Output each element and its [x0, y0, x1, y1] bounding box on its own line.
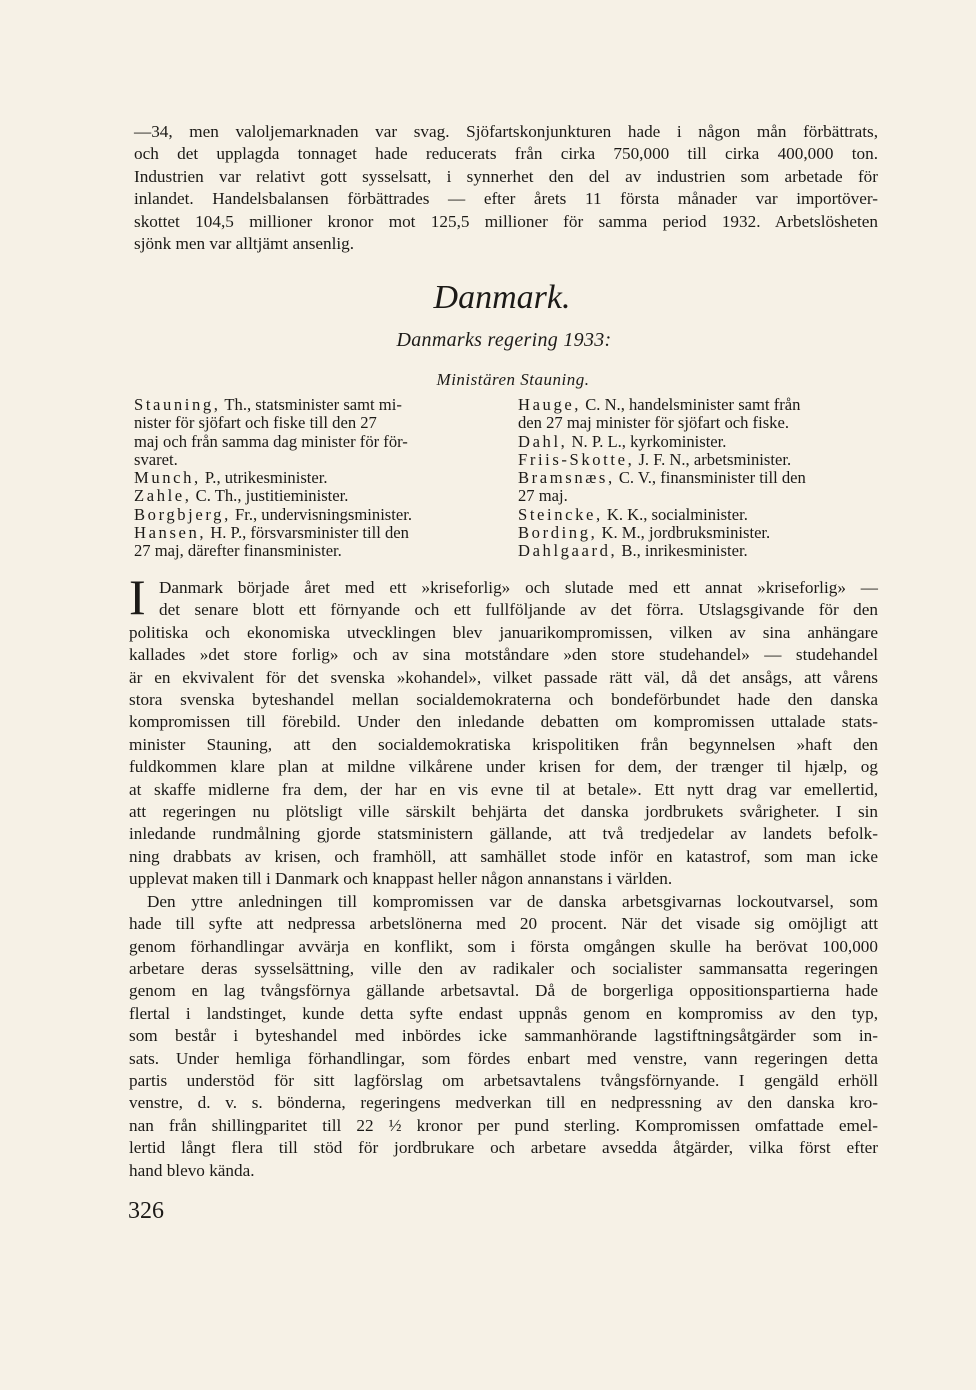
text-line: genom förhandlingar avvärja en konflikt, som i första omgången skulle ha berövat 100,000	[129, 936, 878, 956]
minister-entry	[518, 451, 878, 469]
minister-name: Dahlgaard,	[518, 541, 618, 561]
minister-name: Steincke,	[518, 504, 603, 524]
section-title: Danmark.	[433, 279, 571, 316]
minister-name: Borgbjerg,	[134, 504, 231, 524]
minister-entry	[518, 433, 878, 451]
minister-role: J. F. N., arbetsminister.	[634, 449, 792, 469]
minister-line	[134, 396, 477, 414]
minister-role: B., inrikesminister.	[617, 541, 748, 561]
minister-role: K. K., socialminister.	[602, 504, 748, 524]
minister-line	[134, 542, 477, 560]
text-line: det senare blott ett förnyande och ett fullföljande av det förra. Utslagsgivande för den	[159, 600, 878, 620]
text-line: ning drabbats av krisen, och framhöll, att samhället stode inför en katastrof, som man icke	[129, 846, 878, 866]
minister-line	[518, 414, 878, 432]
text-line: att regeringen nu plötsligt ville särskilt behjärta det danska jordbrukets svårigheter. I sin	[129, 802, 878, 822]
text-line: är en ekvivalent för det svenska »kohandel», vilket passade rätt väl, då det ansågs, att vårens	[129, 667, 878, 687]
minister-line	[134, 506, 477, 524]
minister-role: Fr., undervisningsminister.	[230, 504, 412, 524]
drop-cap: I	[129, 569, 146, 625]
minister-line	[518, 487, 878, 505]
text-line: Den yttre anledningen till kompromissen var de danska arbetsgivarnas lockoutvarsel, som	[147, 891, 878, 911]
text-line: sats. Under hemliga förhandlingar, som fördes enbart med venstre, vann regeringen detta	[129, 1048, 878, 1068]
cabinet-heading: Ministären Stauning.	[436, 370, 590, 389]
text-line: partis understöd för sitt lagförslag om arbetsavtalens tvångsförnyande. I gengäld erhöll	[129, 1070, 878, 1090]
minister-line	[134, 469, 477, 487]
text-line: nan från shillingparitet till 22 ½ kronor per pund sterling. Kompromissen omfattade emel-	[129, 1115, 878, 1135]
minister-role: N. P. L., kyrkominister.	[567, 431, 727, 451]
text-line: minister Stauning, att den socialdemokratiska krispolitiken från begynnelsen »haft den	[129, 734, 878, 754]
minister-name: Friis-Skotte,	[518, 449, 635, 469]
minister-line	[518, 396, 878, 414]
minister-role: den 27 maj minister för sjöfart och fiske.	[518, 413, 789, 433]
minister-entry	[134, 524, 477, 561]
minister-role: 27 maj, därefter finansminister.	[134, 541, 342, 561]
minister-name: Hansen,	[134, 523, 207, 543]
minister-role: C. N., handelsminister samt från	[581, 395, 801, 414]
minister-line	[518, 542, 878, 560]
minister-line	[518, 433, 878, 451]
minister-role: 27 maj.	[518, 486, 568, 506]
minister-list-right	[518, 396, 878, 561]
minister-line	[134, 433, 477, 451]
minister-line	[134, 524, 477, 542]
text-line: fuldkommen klare plan at mildne vilkårene under krisen for dem, der trænger til hjælp, og	[129, 757, 878, 777]
text-line: som består i byteshandel med inbördes icke sammanhörande lagstiftningsåtgärder som in-	[129, 1026, 878, 1046]
text-line: lertid långt flera till stöd för jordbrukare och arbetare avsedda åtgärder, vilka först efter	[129, 1138, 878, 1158]
page-number: 326	[128, 1198, 164, 1224]
text-line: kallades »det store forlig» och av sina motståndare »den store studehandel» — studehandel	[129, 645, 878, 665]
minister-entry	[518, 542, 878, 560]
minister-line	[518, 469, 878, 487]
text-line: sjönk men var alltjämt ansenlig.	[134, 234, 355, 254]
text-line: flertal i landstinget, kunde detta syfte endast uppnås genom en kompromiss av den typ,	[129, 1003, 878, 1023]
minister-name: Bording,	[518, 523, 598, 543]
text-line: och det upplagda tonnaget hade reducerats från cirka 750,000 till cirka 400,000 ton.	[134, 144, 878, 164]
minister-line	[134, 451, 477, 469]
text-line: hand blevo kända.	[129, 1160, 255, 1180]
text-line: skottet 104,5 millioner kronor mot 125,5 millioner för samma period 1932. Arbetslösheten	[134, 211, 878, 231]
body-text	[129, 569, 878, 1182]
minister-entry	[518, 396, 878, 433]
section-subtitle: Danmarks regering 1933:	[396, 329, 612, 351]
minister-role: H. P., försvarsminister till den	[206, 523, 409, 543]
text-line: inlandet. Handelsbalansen förbättrades — efter årets 11 första månader var importöver-	[134, 189, 878, 209]
minister-role: maj och från samma dag minister för för-	[134, 431, 408, 451]
text-line: politiska och ekonomiska utvecklingen blev januarikompromissen, vilken av sina anhängare	[129, 622, 878, 642]
text-line: hade till syfte att nedpressa arbetslönerna med 20 procent. När det visade sig omöjligt att	[129, 914, 878, 934]
minister-line	[134, 414, 477, 432]
minister-line	[518, 524, 878, 542]
minister-role: Th., statsminister samt mi-	[220, 395, 402, 414]
text-line: arbetare deras sysselsättning, ville den av radikaler och socialister sammansatta regeringen	[129, 958, 878, 978]
minister-line	[518, 451, 878, 469]
text-line: kompromissen till förebild. Under den inledande debatten om kompromissen uttalade stats-	[129, 712, 878, 732]
minister-entry	[518, 506, 878, 524]
minister-name: Zahle,	[134, 486, 192, 506]
minister-name: Munch,	[134, 468, 201, 488]
minister-entry	[134, 506, 477, 524]
text-line: Industrien var relativt gott sysselsatt, i synnerhet den del av industrien som arbetade för	[134, 166, 878, 186]
minister-role: C. V., finansminister till den	[614, 468, 806, 488]
text-line: venstre, d. v. s. bönderna, regeringens medverkan till en nedpressning av den danska kro-	[129, 1093, 878, 1113]
text-line: —34, men valoljemarknaden var svag. Sjöfartskonjunkturen hade i någon mån förbättrats,	[134, 122, 878, 141]
minister-role: svaret.	[134, 449, 178, 469]
text-line: Danmark började året med ett »kriseforlig» och slutade med ett annat »kriseforlig» — I	[129, 569, 878, 625]
text-line: at skaffe midlerne fra dem, der har en vis evne til at betale». Ett nytt drag var emellertid,	[129, 779, 878, 799]
minister-name: Dahl,	[518, 431, 568, 451]
minister-entry	[134, 487, 477, 505]
minister-name: Stauning,	[134, 395, 221, 414]
minister-role: nister för sjöfart och fiske till den 27	[134, 413, 377, 433]
minister-entry	[134, 396, 477, 469]
intro-paragraph	[134, 121, 878, 255]
text-line: genom en lag tvångsförnya gällande arbetsavtal. Då de borgerliga oppositionspartierna hade	[129, 981, 878, 1001]
text-line: stora svenska byteshandel mellan socialdemokraterna och bondeförbundet hade den danska	[129, 690, 878, 710]
minister-entry	[134, 469, 477, 487]
minister-name: Hauge,	[518, 395, 582, 414]
text-line: upplevat maken till i Danmark och knappast heller någon annanstans i världen.	[129, 869, 673, 889]
minister-name: Bramsnæs,	[518, 468, 615, 488]
minister-entry	[518, 469, 878, 506]
minister-line	[518, 506, 878, 524]
minister-role: K. M., jordbruksminister.	[597, 523, 771, 543]
minister-line	[134, 487, 477, 505]
minister-list-left	[134, 396, 477, 561]
minister-role: P., utrikesminister.	[200, 468, 328, 488]
text-line: inledande rundmålning gjorde statsministern gällande, att två tredjedelar av landets befolk-	[129, 824, 878, 844]
minister-entry	[518, 524, 878, 542]
minister-role: C. Th., justitieminister.	[191, 486, 349, 506]
